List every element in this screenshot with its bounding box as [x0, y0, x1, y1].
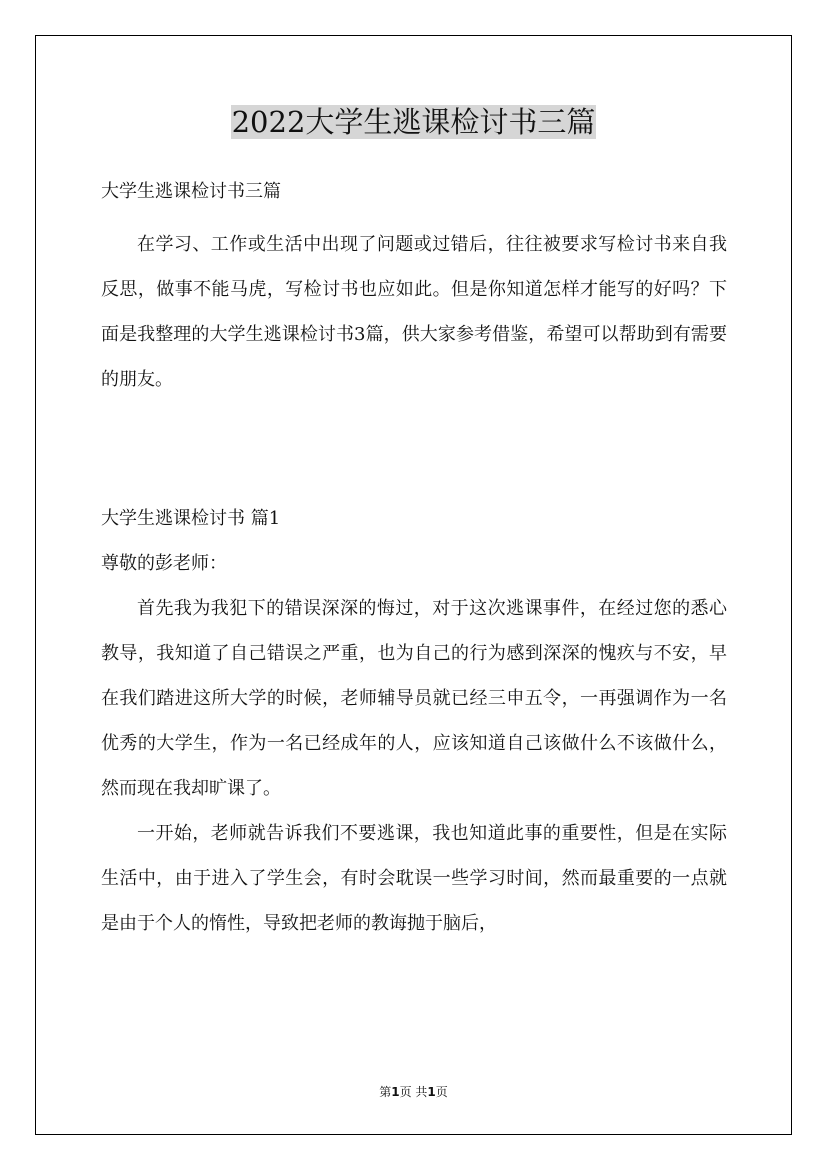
document-title — [0, 100, 827, 144]
section-heading: 大学生逃课检讨书 篇1 — [101, 508, 281, 529]
footer-total-pages: 1 — [427, 1085, 436, 1099]
footer-mid: 页 共 — [399, 1085, 428, 1099]
page-footer — [0, 1083, 827, 1100]
body-paragraph-2: 一开始，老师就告诉我们不要逃课，我也知道此事的重要性，但是在实际生活中，由于进入了学生会，有时会耽误一些学习时间，然而最重要的一点就是由于个人的惰性，导致把老师的教诲抛于脑后， — [101, 823, 727, 934]
intro-block — [101, 169, 727, 402]
salutation: 尊敬的彭老师： — [101, 553, 227, 574]
subtitle: 大学生逃课检讨书三篇 — [101, 181, 281, 202]
intro-paragraph: 在学习、工作或生活中出现了问题或过错后，往往被要求写检讨书来自我反思，做事不能马虎，写检讨书也应如此。但是你知道怎样才能写的好吗？下面是我整理的大学生逃课检讨书3篇，供大家参考借鉴，希望可以帮助到有需要的朋友。 — [101, 234, 727, 390]
section-block — [101, 496, 727, 946]
footer-prefix: 第 — [379, 1085, 392, 1099]
document-title-text: 2022大学生逃课检讨书三篇 — [231, 105, 596, 139]
footer-suffix: 页 — [435, 1085, 448, 1099]
footer-page-number: 1 — [391, 1085, 400, 1099]
body-paragraph-1: 首先我为我犯下的错误深深的悔过，对于这次逃课事件，在经过您的悉心教导，我知道了自己错误之严重，也为自己的行为感到深深的愧疚与不安，早在我们踏进这所大学的时候，老师辅导员就已经三申五令，一再强调作为一名优秀的大学生，作为一名已经成年的人，应该知道自己该做什么不该做什么，然而现在我却旷课了。 — [101, 598, 727, 799]
